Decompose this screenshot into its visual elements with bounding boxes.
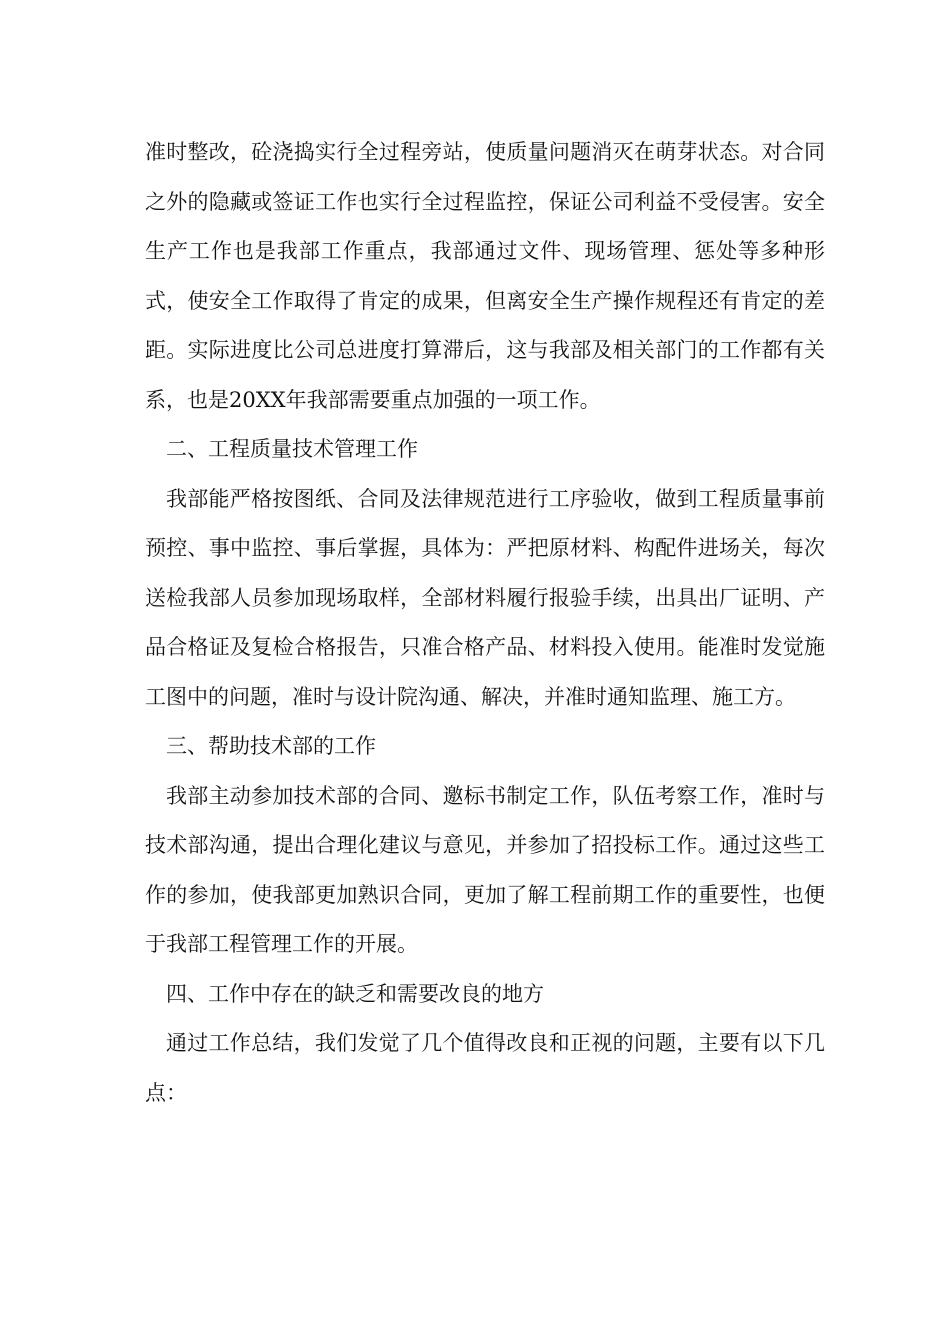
section-heading-assist-tech-dept: 三、帮助技术部的工作	[166, 734, 376, 758]
paragraph-inspection-procedures: 我部能严格按图纸、合同及法律规范进行工序验收，做到工程质量事前预控、事中监控、事后掌握，具体为：严把原材料、构配件进场关，每次送检我部人员参加现场取样，全部材料履行报验手续，出具出厂证明、产品合格证及复检合格报告，只准合格产品、材料投入使用。能准时发觉施工图中的问题，准时与设计院沟通、解决，并准时通知监理、施工方。	[145, 486, 825, 709]
paragraph-work-summary-intro: 通过工作总结，我们发觉了几个值得改良和正视的问题，主要有以下几点：	[145, 1031, 825, 1105]
document-body	[145, 128, 825, 1118]
paragraph-quality-safety-progress: 准时整改，砼浇捣实行全过程旁站，使质量问题消灭在萌芽状态。对合同之外的隐藏或签证工作也实行全过程监控，保证公司利益不受侵害。安全生产工作也是我部工作重点，我部通过文件、现场管理、惩处等多种形式，使安全工作取得了肯定的成果，但离安全生产操作规程还有肯定的差距。实际进度比公司总进度打算滞后，这与我部及相关部门的工作都有关系，也是20XX年我部需要重点加强的一项工作。	[145, 140, 825, 412]
paragraph-tech-dept-cooperation: 我部主动参加技术部的合同、邀标书制定工作，队伍考察工作，准时与技术部沟通，提出合理化建议与意见，并参加了招投标工作。通过这些工作的参加，使我部更加熟识合同，更加了解工程前期工作的重要性，也便于我部工程管理工作的开展。	[145, 783, 825, 956]
section-heading-shortcomings: 四、工作中存在的缺乏和需要改良的地方	[166, 981, 544, 1006]
section-heading-quality-tech-management: 二、工程质量技术管理工作	[166, 437, 418, 461]
